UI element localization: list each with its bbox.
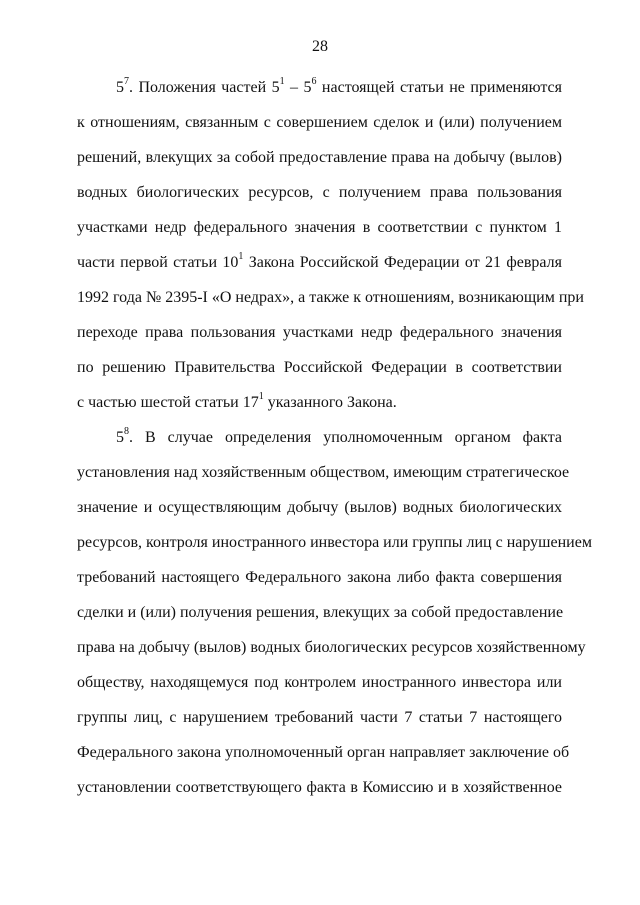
text-run: . Положения частей 5 xyxy=(129,79,280,96)
text-run: 5 xyxy=(116,429,124,446)
page-number: 28 xyxy=(312,38,328,55)
paragraph-line: требований настоящего Федерального закона либо факта совершения xyxy=(77,569,562,586)
superscript: 7 xyxy=(124,75,129,87)
paragraph-line: решений, влекущих за собой предоставление права на добычу (вылов) xyxy=(77,149,562,166)
text-run: части первой статьи 10 xyxy=(77,254,239,271)
text-run: Закона Российской Федерации от 21 февраля xyxy=(243,254,562,271)
superscript: 6 xyxy=(311,75,317,87)
paragraph-line: водных биологических ресурсов, с получением права пользования xyxy=(77,184,562,201)
paragraph-line xyxy=(77,250,562,273)
paragraph-line: сделки и (или) получения решения, влекущих за собой предоставление xyxy=(77,604,564,621)
paragraph-line: ресурсов, контроля иностранного инвестора или группы лиц с нарушением xyxy=(77,534,592,551)
paragraph-line: по решению Правительства Российской Федерации в соответствии xyxy=(77,359,562,376)
superscript: 1 xyxy=(258,390,264,402)
paragraph-line: установлении соответствующего факта в Комиссию и в хозяйственное xyxy=(77,779,562,796)
text-run: – 5 xyxy=(284,79,312,96)
text-run: с частью шестой статьи 17 xyxy=(77,394,259,411)
superscript: 1 xyxy=(279,75,285,87)
paragraph-line: переходе права пользования участками недр федерального значения xyxy=(77,324,562,341)
paragraph-line: обществу, находящемуся под контролем иностранного инвестора или xyxy=(77,674,562,691)
paragraph-line: 1992 года № 2395-I «О недрах», а также к отношениям, возникающим при xyxy=(77,289,584,306)
text-run: . В случае определения уполномоченным органом факта xyxy=(129,429,562,446)
paragraph-line: участками недр федерального значения в соответствии с пунктом 1 xyxy=(77,219,562,236)
paragraph-line: Федерального закона уполномоченный орган направляет заключение об xyxy=(77,744,570,761)
superscript: 1 xyxy=(238,250,244,262)
paragraph-line xyxy=(116,425,562,448)
paragraph-line: группы лиц, с нарушением требований части 7 статьи 7 настоящего xyxy=(77,709,562,726)
text-run: указанного Закона. xyxy=(263,394,397,411)
paragraph-line xyxy=(77,390,562,413)
paragraph-line: значение и осуществляющим добычу (вылов) водных биологических xyxy=(77,499,562,516)
paragraph-line: права на добычу (вылов) водных биологических ресурсов хозяйственному xyxy=(77,639,586,656)
superscript: 8 xyxy=(124,425,129,437)
paragraph-line xyxy=(116,75,562,98)
paragraph-line: к отношениям, связанным с совершением сделок и (или) получением xyxy=(77,114,562,131)
text-run: настоящей статьи не применяются xyxy=(316,79,562,96)
paragraph-line: установления над хозяйственным обществом, имеющим стратегическое xyxy=(77,464,570,481)
text-run: 5 xyxy=(116,79,124,96)
